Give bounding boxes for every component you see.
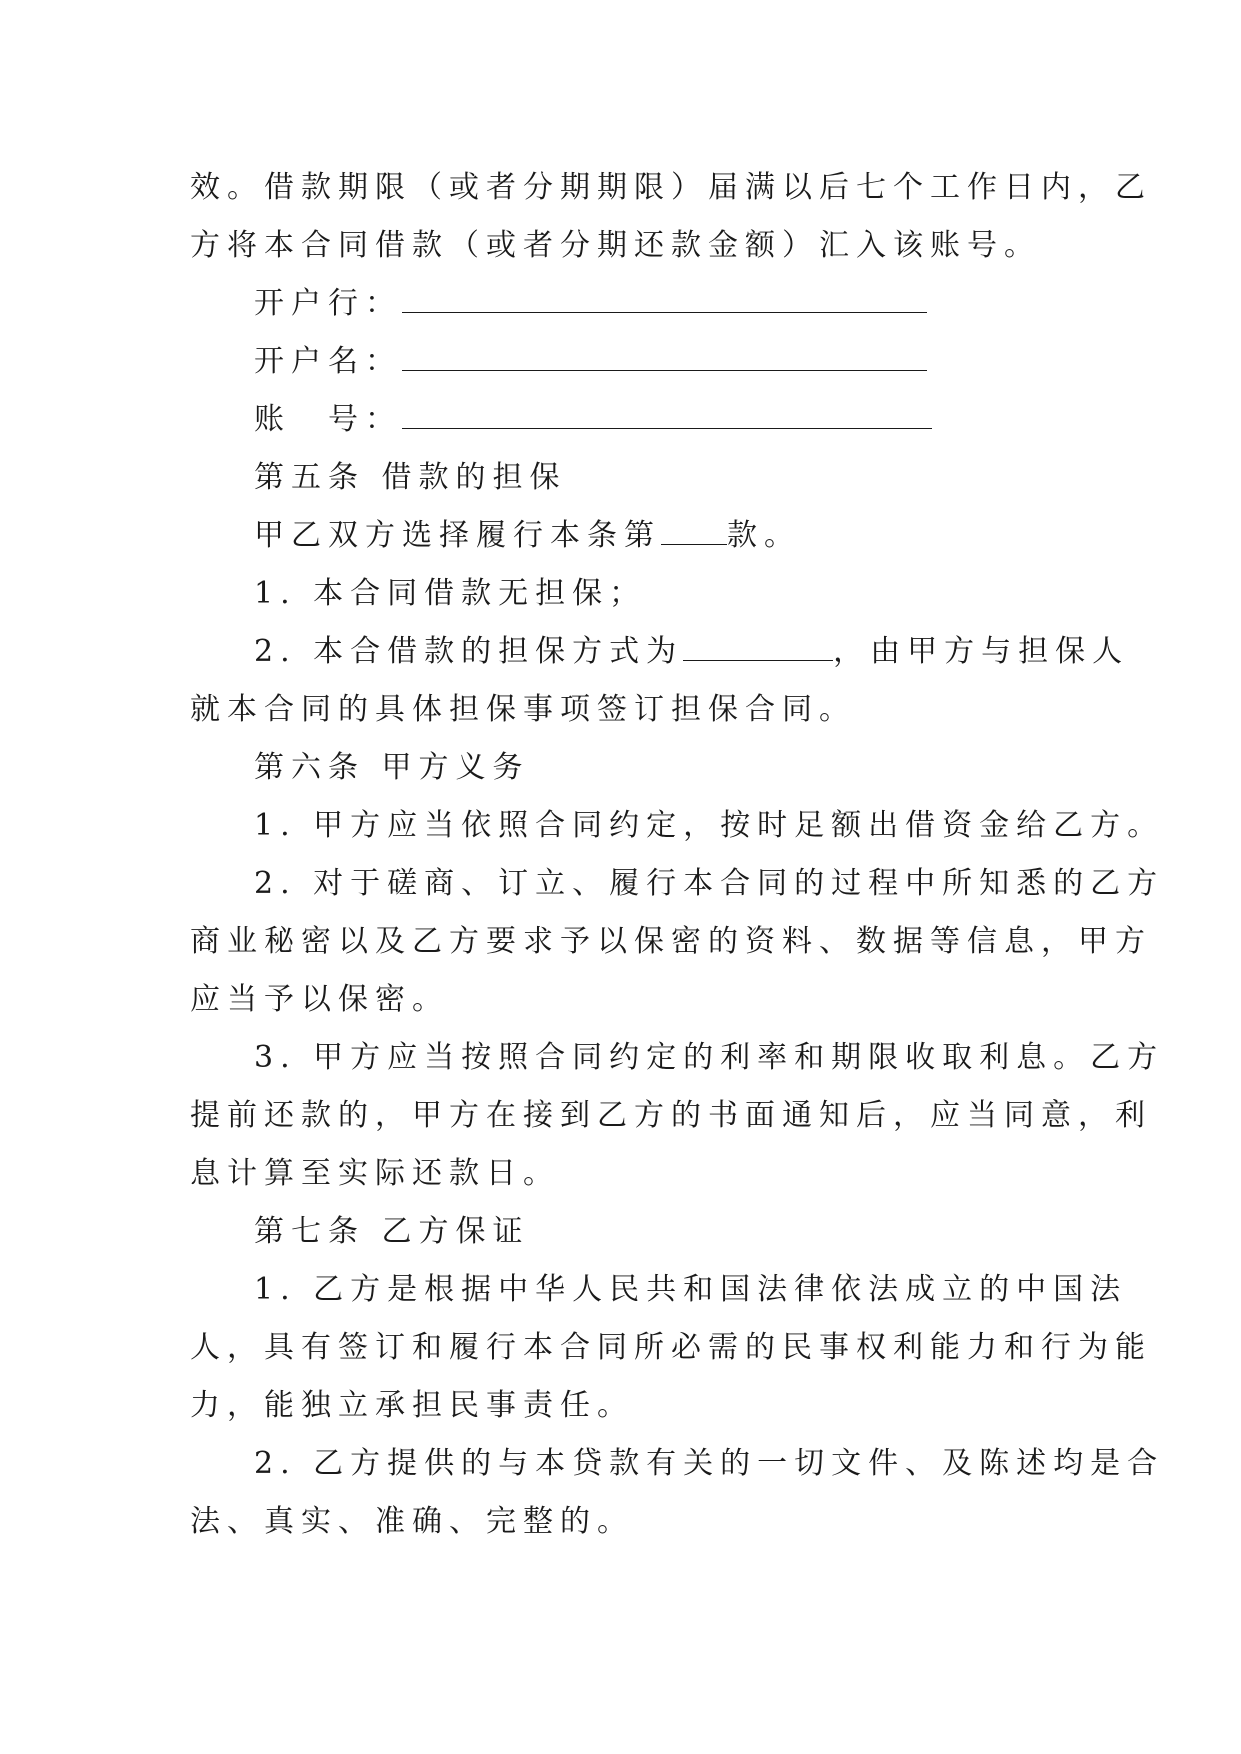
paragraph-line (190, 168, 1152, 208)
bank-name-field (254, 284, 927, 324)
paragraph-line (190, 226, 1041, 266)
paragraph-line: 力，能独立承担民事责任。 (190, 1388, 634, 1423)
paragraph-line: 人，具有签订和履行本合同所必需的民事权利能力和行为能 (190, 1330, 1152, 1365)
list-item: 2. 对于磋商、订立、履行本合同的过程中所知悉的乙方 (254, 866, 1165, 901)
account-name-label: 开户名： (254, 344, 402, 379)
section-heading: 第五条 借款的担保 (254, 460, 567, 495)
account-number-blank (402, 402, 932, 429)
paragraph-line: 法、真实、准确、完整的。 (190, 1504, 634, 1539)
paragraph-line: 应当予以保密。 (190, 982, 449, 1017)
account-number-label: 账 号： (254, 402, 402, 437)
text: 方将本合同借款（或者分期还款金额）汇入该账号。 (190, 228, 1041, 263)
guarantee-method-blank (683, 634, 833, 661)
list-item: 2. 乙方提供的与本贷款有关的一切文件、及陈述均是合 (254, 1446, 1165, 1481)
list-item: 1. 本合同借款无担保； (254, 576, 647, 611)
section-heading: 第七条 乙方保证 (254, 1214, 530, 1249)
paragraph-line: 息计算至实际还款日。 (190, 1156, 560, 1191)
account-name-field (254, 342, 927, 382)
section-heading: 第六条 甲方义务 (254, 750, 530, 785)
list-item: 3. 甲方应当按照合同约定的利率和期限收取利息。乙方 (254, 1040, 1165, 1075)
paragraph-line: 商业秘密以及乙方要求予以保密的资料、数据等信息，甲方 (190, 924, 1152, 959)
paragraph-line: 提前还款的，甲方在接到乙方的书面通知后，应当同意，利 (190, 1098, 1152, 1133)
bank-name-label: 开户行： (254, 286, 402, 321)
clause-number-blank (661, 518, 727, 545)
list-item: 2. 本合借款的担保方式为 ，由甲方与担保人 (254, 634, 1130, 669)
paragraph-line: 就本合同的具体担保事项签订担保合同。 (190, 692, 856, 727)
list-item: 1. 甲方应当依照合同约定，按时足额出借资金给乙方。 (254, 808, 1165, 843)
paragraph-line: 甲乙双方选择履行本条第 款。 (254, 518, 801, 553)
account-number-field (254, 400, 932, 440)
bank-name-blank (402, 286, 927, 313)
text: 效。借款期限（或者分期期限）届满以后七个工作日内，乙 (190, 170, 1152, 205)
list-item: 1. 乙方是根据中华人民共和国法律依法成立的中国法 (254, 1272, 1128, 1307)
account-name-blank (402, 344, 927, 371)
